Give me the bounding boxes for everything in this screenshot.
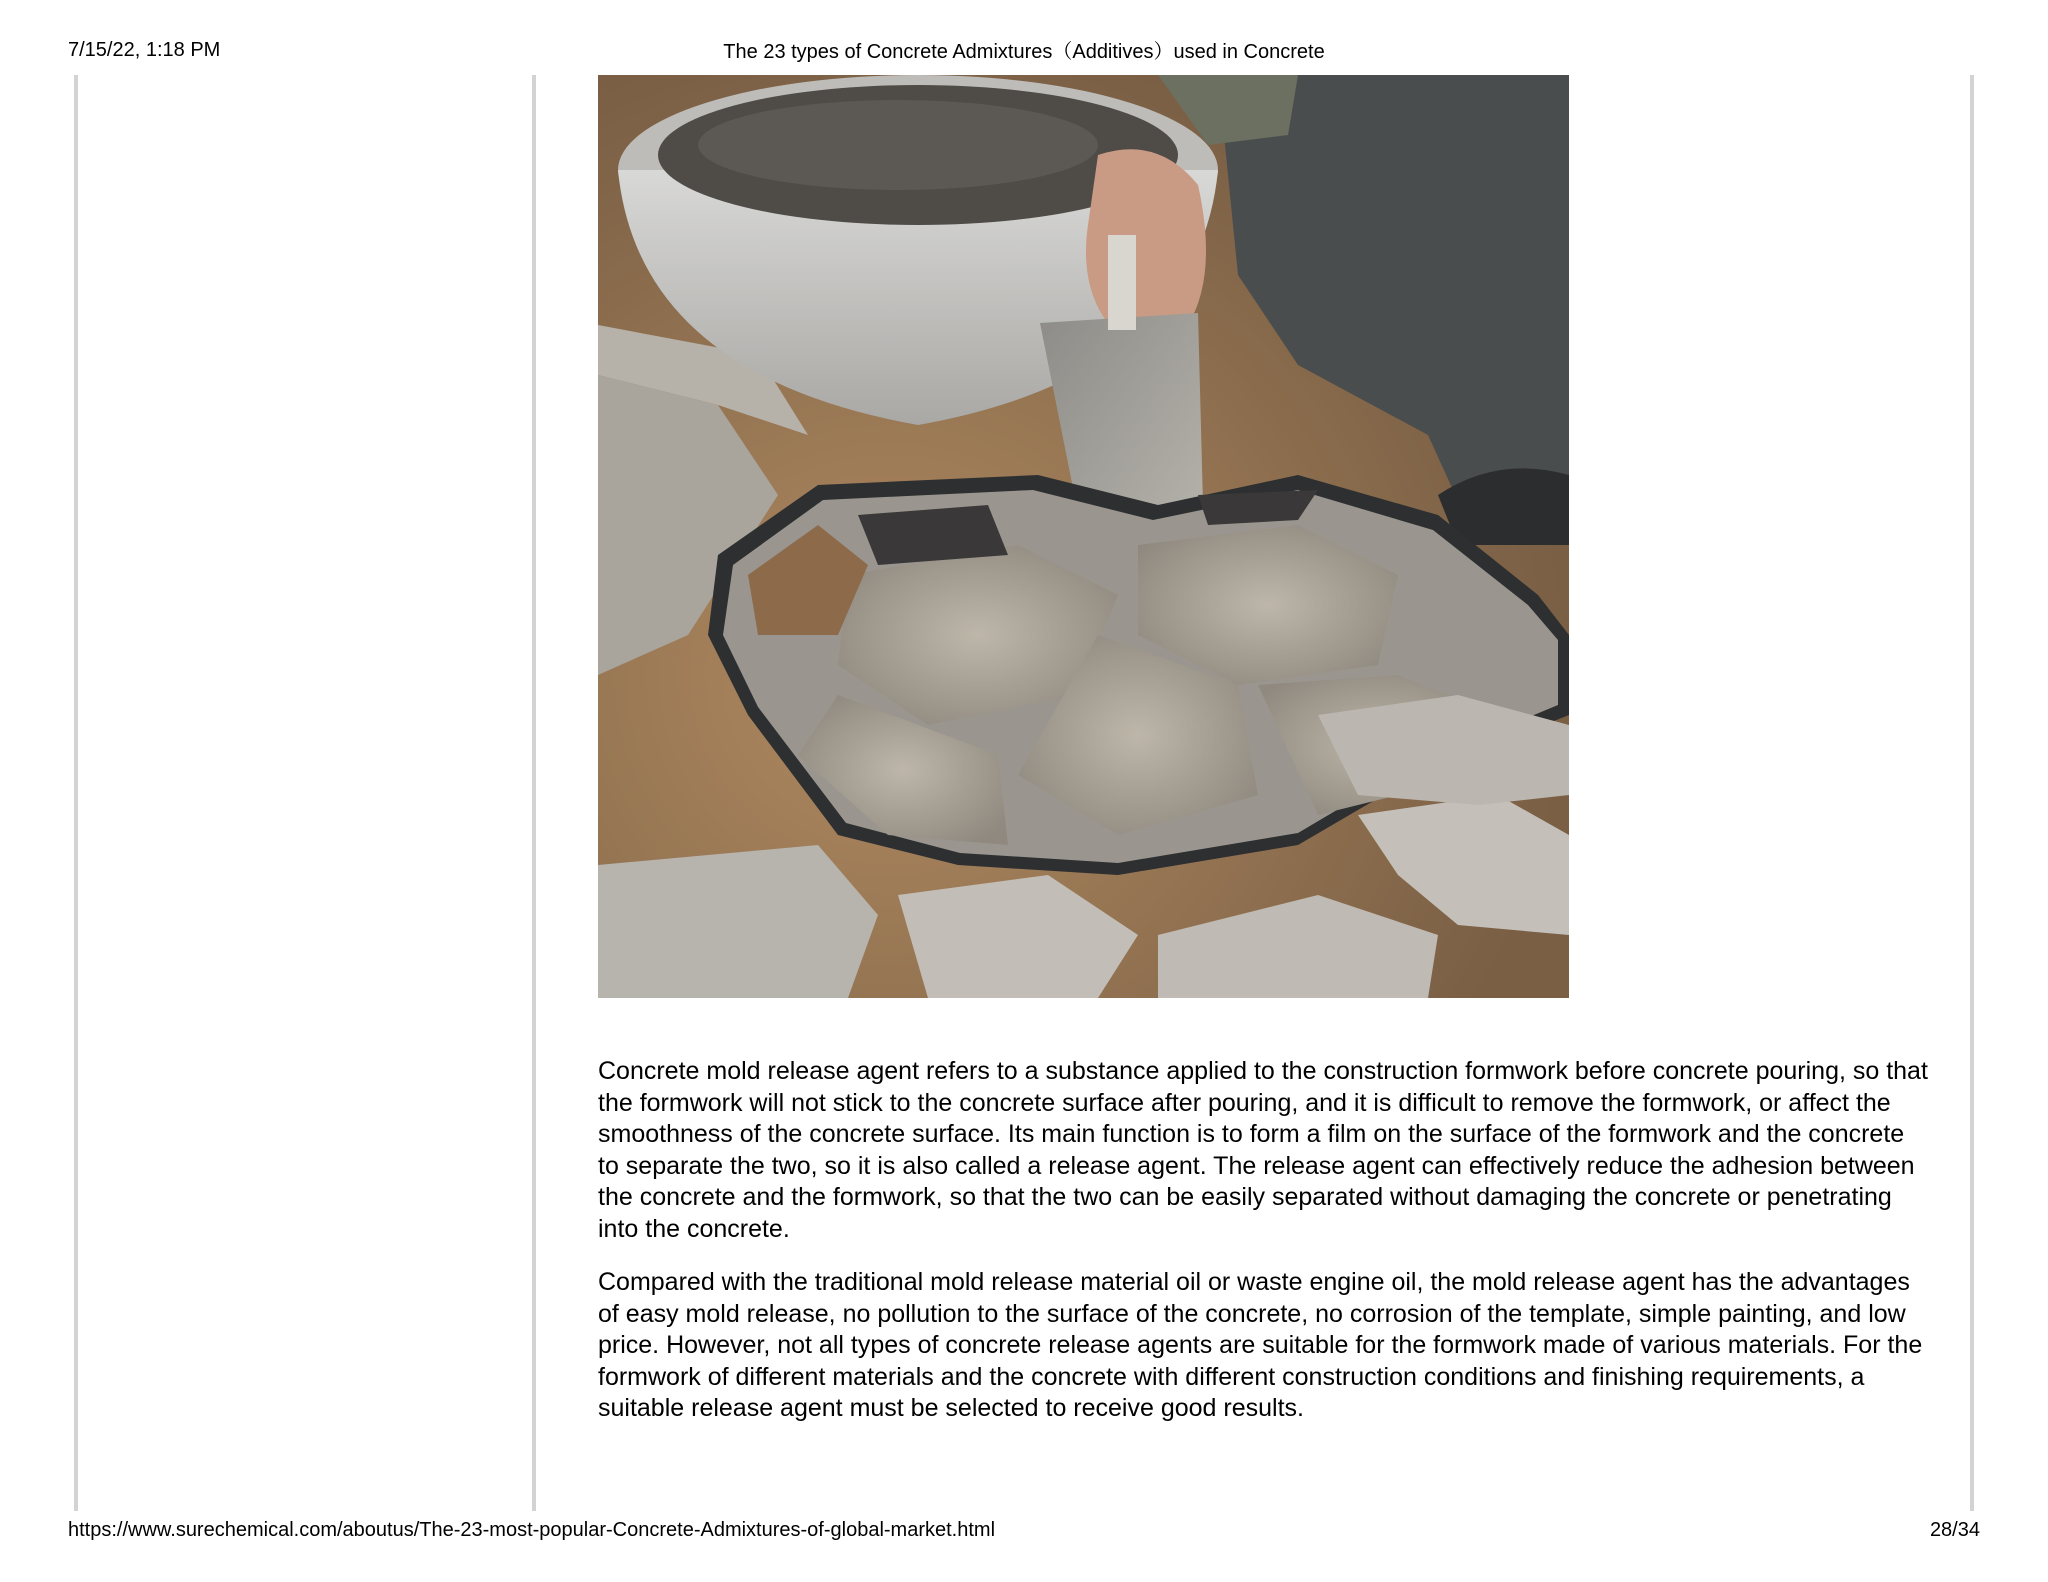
article-body (598, 1056, 1928, 1447)
print-page-number: 28/34 (1929, 1519, 1980, 1541)
article-paragraph: Compared with the traditional mold release material oil or waste engine oil, the mold release agent has the advantages of easy mold release, no pollution to the surface of the concrete, no corrosion of the template, simple painting, and low price. However, not all types of concrete release agents are suitable for the formwork made of various materials. For the formwork of different materials and the concrete with different construction conditions and finishing requirements, a suitable release agent must be selected to receive good results. (598, 1268, 1923, 1422)
column-divider-middle (532, 75, 536, 1511)
print-datetime: 7/15/22, 1:18 PM (68, 39, 221, 61)
column-divider-left (74, 75, 78, 1511)
column-divider-right (1970, 75, 1974, 1511)
concrete-mold-photo (598, 75, 1569, 998)
print-url: https://www.surechemical.com/aboutus/The-23-most-popular-Concrete-Admixtures-of-global-market.html (68, 1519, 996, 1541)
mold-cell-empty (858, 505, 1008, 565)
print-page-title: The 23 types of Concrete Admixtures（Additives）used in Concrete (723, 41, 1325, 63)
worker-hand (1086, 149, 1206, 335)
trowel-handle (1108, 235, 1136, 330)
paving-stone (598, 845, 878, 998)
article-paragraph: Concrete mold release agent refers to a substance applied to the construction formwork before concrete pouring, so that the formwork will not stick to the concrete surface after pouring, and it is difficult to remove the formwork, or affect the smoothness of the concrete surface. Its main function is to form a film on the surface of the formwork and the concrete to separate the two, so it is also called a release agent. The release agent can effectively reduce the adhesion between the concrete and the formwork, so that the two can be easily separated without damaging the concrete or penetrating into the concrete. (598, 1057, 1928, 1243)
